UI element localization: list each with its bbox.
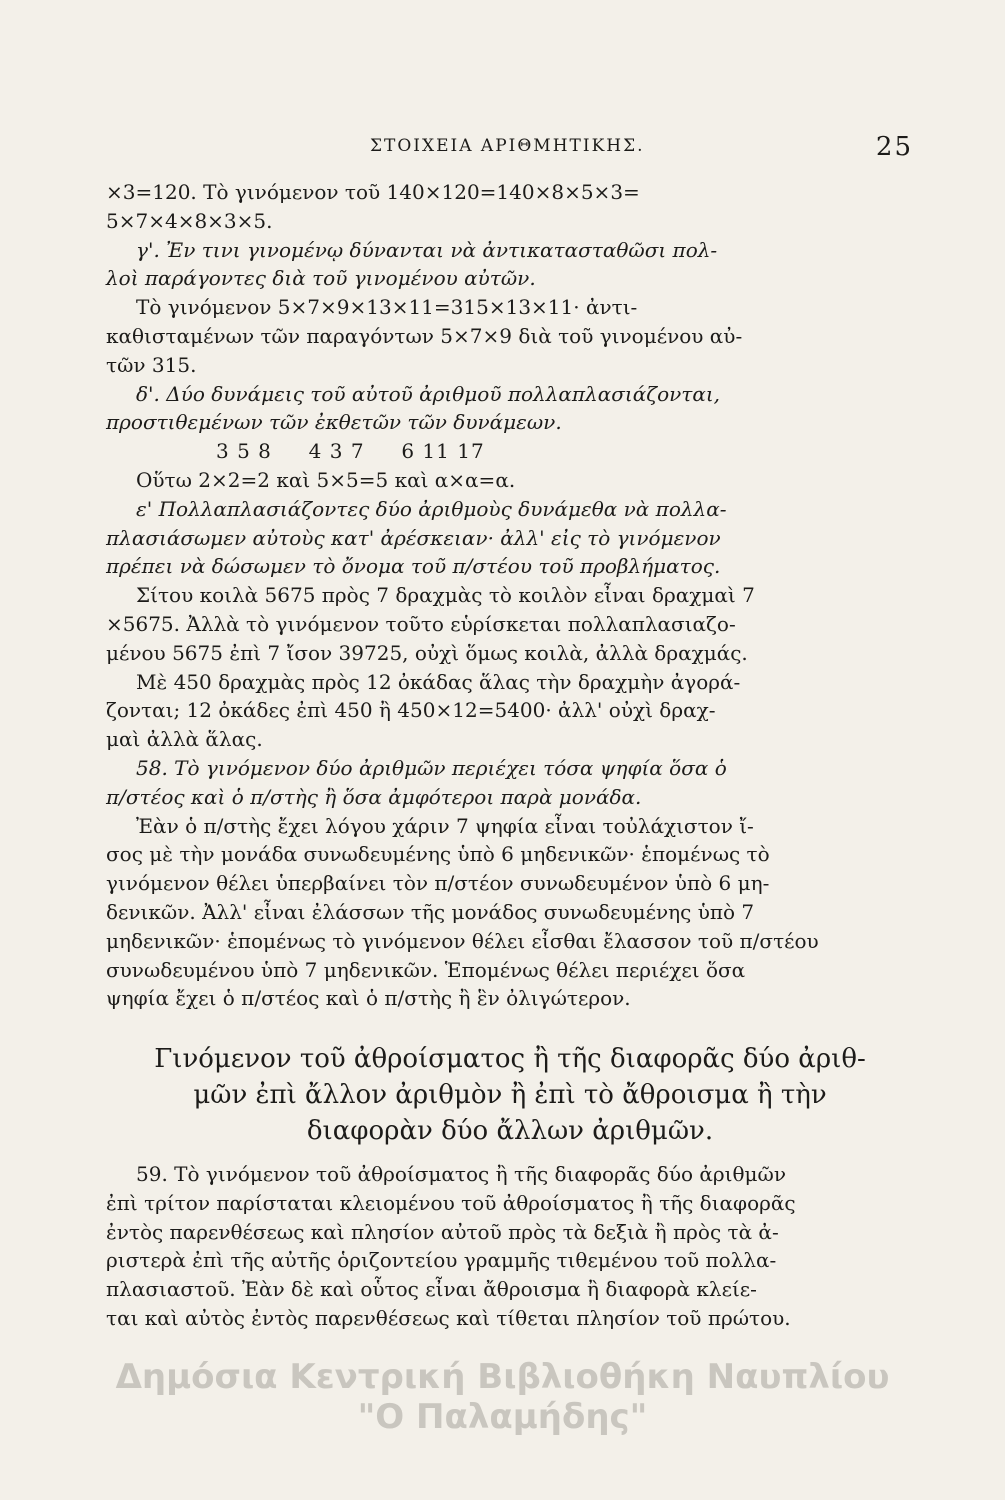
text-line: πλασιαστοῦ. Ἐὰν δὲ καὶ οὗτος εἶναι ἄθροισμα ἢ διαφορὰ κλείε-: [106, 1277, 757, 1302]
text-line: δενικῶν. Ἀλλ' εἶναι ἐλάσσων τῆς μονάδος συνωδευμένης ὑπὸ 7: [106, 899, 755, 924]
watermark-line: Δημόσια Κεντρική Βιβλιοθήκη Ναυπλίου: [115, 1357, 890, 1397]
heading-line: μῶν ἐπὶ ἄλλον ἀριθμὸν ἢ ἐπὶ τὸ ἄθροισμα ἢ τὴν: [193, 1080, 827, 1110]
exponent-numbers: 3 5 8 4 3 7 6 11 17: [216, 439, 485, 464]
paragraph-power-example: [106, 466, 918, 495]
text-line: πλασιάσωμεν αὐτοὺς κατ' ἀρέσκειαν· ἀλλ' εἰς τὸ γινόμενον: [106, 525, 721, 550]
text-line: γινόμενον θέλει ὑπερβαίνει τὸν π/στέον συνωδευμένον ὑπὸ 6 μη-: [106, 871, 770, 896]
text-line: γ'. Ἐν τινι γινομένῳ δύνανται νὰ ἀντικατασταθῶσι πολ-: [136, 237, 718, 262]
body-text-lower: [106, 1160, 918, 1333]
text-line: προστιθεμένων τῶν ἐκθετῶν τῶν δυνάμεων.: [106, 410, 562, 435]
text-line: ἐπὶ τρίτον παρίσταται κλειομένου τοῦ ἀθροίσματος ἢ τῆς διαφορᾶς: [106, 1190, 796, 1215]
text-line: σος μὲ τὴν μονάδα συνωδευμένης ὑπὸ 6 μηδενικῶν· ἑπομένως τὸ: [106, 842, 770, 867]
text-line: ται καὶ αὐτὸς ἐντὸς παρενθέσεως καὶ τίθεται πλησίον τοῦ πρώτου.: [106, 1305, 791, 1330]
text-line: Ἐὰν ὁ π/στὴς ἔχει λόγου χάριν 7 ψηφία εἶναι τοὐλάχιστον ἴ-: [136, 813, 754, 838]
text-line: μένου 5675 ἐπὶ 7 ἴσον 39725, οὐχὶ ὅμως κοιλὰ, ἀλλὰ δραχμάς.: [106, 640, 748, 665]
rule-epsilon: [106, 495, 918, 581]
paragraph-proof-58: [106, 812, 918, 1014]
text-line: μαὶ ἀλλὰ ἅλας.: [106, 727, 263, 752]
text-line: ψηφία ἔχει ὁ π/στέος καὶ ὁ π/στὴς ἢ ἓν ὀλιγώτερον.: [106, 986, 631, 1011]
paragraph-wheat-example: [106, 581, 918, 667]
text-line: ἐντὸς παρενθέσεως καὶ πλησίον αὐτοῦ πρὸς τὰ δεξιὰ ἢ πρὸς τὰ ἀ-: [106, 1219, 779, 1244]
text-line: ριστερὰ ἐπὶ τῆς αὐτῆς ὁριζοντείου γραμμῆς τιθεμένου τοῦ πολλα-: [106, 1248, 777, 1273]
text-line: Μὲ 450 δραχμὰς πρὸς 12 ὀκάδας ἅλας τὴν δραχμὴν ἀγορά-: [136, 669, 741, 694]
heading-line: διαφορὰν δύο ἄλλων ἀριθμῶν.: [306, 1116, 714, 1146]
library-watermark: [0, 1357, 1005, 1437]
rule-gamma: [106, 236, 918, 294]
text-line: μηδενικῶν· ἑπομένως τὸ γινόμενον θέλει εἶσθαι ἔλασσον τοῦ π/στέου: [106, 928, 819, 953]
header-title: ΣΤΟΙΧΕΙΑ ΑΡΙΘΜΗΤΙΚΗΣ.: [370, 136, 645, 156]
running-header: [0, 132, 1005, 162]
rule-delta: [106, 380, 918, 438]
text-line: ×5675. Ἀλλὰ τὸ γινόμενον τοῦτο εὑρίσκεται πολλαπλασιαζο-: [106, 611, 736, 636]
text-line: Σίτου κοιλὰ 5675 πρὸς 7 δραχμὰς τὸ κοιλὸν εἶναι δραχμαὶ 7: [136, 583, 755, 608]
text-line: πρέπει νὰ δώσωμεν τὸ ὄνομα τοῦ π/στέου τοῦ προβλήματος.: [106, 554, 721, 579]
text-line: ε' Πολλαπλασιάζοντες δύο ἀριθμοὺς δυνάμεθα νὰ πολλα-: [136, 496, 727, 521]
paragraph-multiplication-example: [106, 178, 918, 236]
text-line: ×3=120. Τὸ γινόμενον τοῦ 140×120=140×8×5×3=: [106, 180, 640, 204]
text-line: π/στέος καὶ ὁ π/στὴς ἢ ὅσα ἀμφότεροι παρὰ μονάδα.: [106, 784, 642, 809]
text-line: δ'. Δύο δυνάμεις τοῦ αὐτοῦ ἀριθμοῦ πολλαπλασιάζονται,: [136, 381, 721, 406]
paragraph-59: [106, 1160, 918, 1333]
text-line: καθισταμένων τῶν παραγόντων 5×7×9 διὰ τοῦ γινομένου αὐ-: [106, 323, 743, 348]
paragraph-salt-example: [106, 668, 918, 754]
section-heading: [130, 1041, 890, 1149]
text-line: 5×7×4×8×3×5.: [106, 208, 273, 233]
text-line: 59. Τὸ γινόμενον τοῦ ἀθροίσματος ἢ τῆς διαφορᾶς δύο ἀριθμῶν: [136, 1162, 787, 1186]
exponent-row: [106, 437, 918, 466]
text-line: 58. Τὸ γινόμενον δύο ἀριθμῶν περιέχει τόσα ψηφία ὅσα ὁ: [136, 755, 727, 780]
watermark-line: "Ο Παλαμήδης": [357, 1397, 648, 1437]
text-line: συνωδευμένου ὑπὸ 7 μηδενικῶν. Ἑπομένως θέλει περιέχει ὅσα: [106, 957, 746, 982]
text-line: Οὕτω 2×2=2 καὶ 5×5=5 καὶ α×α=α.: [136, 467, 516, 492]
text-line: τῶν 315.: [106, 352, 197, 377]
rule-58: [106, 754, 918, 812]
page-number: 25: [875, 132, 913, 162]
text-line: ζονται; 12 ὀκάδες ἐπὶ 450 ἢ 450×12=5400· ἀλλ' οὐχὶ δραχ-: [106, 698, 716, 723]
text-line: λοὶ παράγοντες διὰ τοῦ γινομένου αὐτῶν.: [106, 266, 536, 291]
body-text-upper: [106, 178, 918, 1013]
paragraph-product-example: [106, 293, 918, 379]
text-line: Τὸ γινόμενον 5×7×9×13×11=315×13×11· ἀντι-: [136, 295, 638, 320]
heading-line: Γινόμενον τοῦ ἀθροίσματος ἢ τῆς διαφορᾶς δύο ἀριθ-: [154, 1044, 866, 1074]
